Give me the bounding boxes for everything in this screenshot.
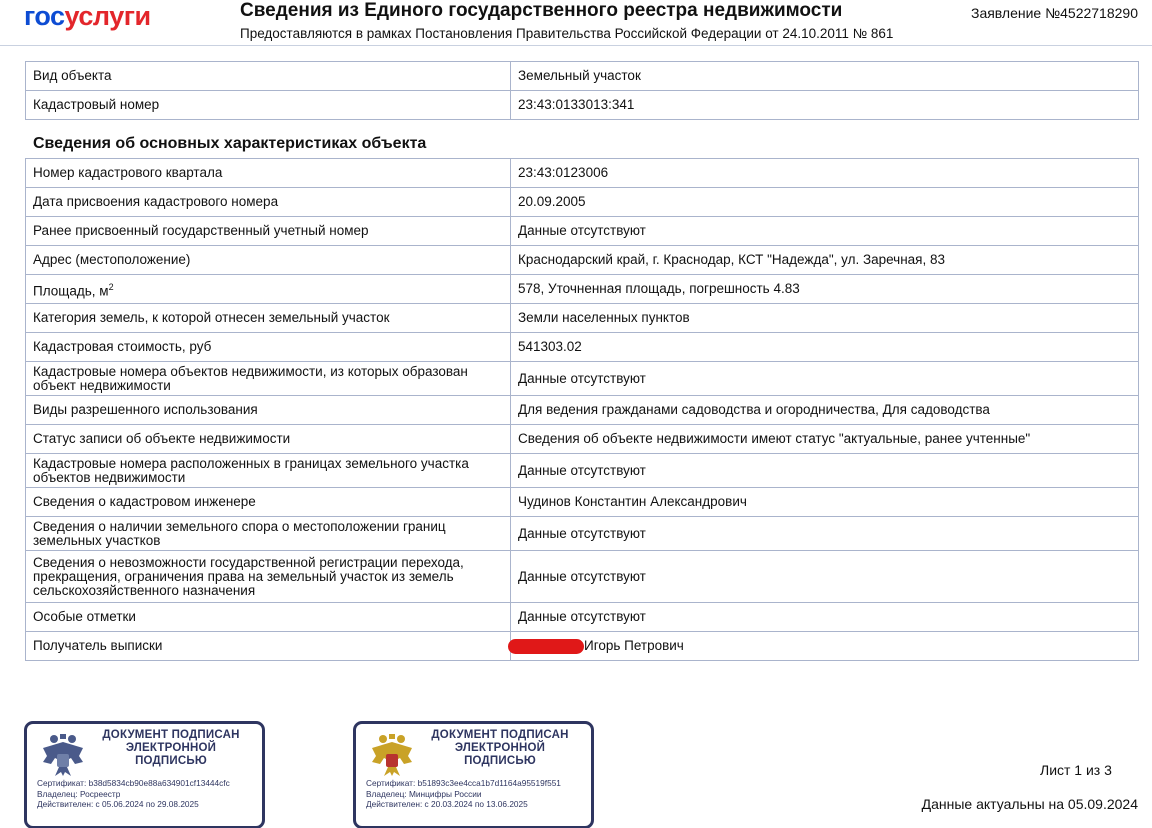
gosuslugi-logo: госуслуги: [24, 1, 151, 31]
table-row: [26, 454, 1139, 488]
redaction-mark: [508, 639, 584, 654]
table-row: [26, 632, 1139, 661]
table-row: [26, 246, 1139, 275]
application-number: Заявление №4522718290: [970, 5, 1138, 21]
row-label: Особые отметки: [26, 603, 511, 632]
table-row: [26, 488, 1139, 517]
object-summary-table: [25, 61, 1139, 120]
table-row: [26, 425, 1139, 454]
row-value: Чудинов Константин Александрович: [511, 488, 1139, 517]
eagle-emblem-icon: [370, 732, 414, 778]
table-row: [26, 396, 1139, 425]
row-value: Данные отсутствуют: [511, 217, 1139, 246]
row-label: Кадастровые номера объектов недвижимости, из которых образован объект недвижимости: [26, 362, 511, 396]
table-row: [26, 275, 1139, 304]
table-row: [26, 304, 1139, 333]
row-value: 23:43:0133013:341: [511, 91, 1139, 120]
row-label: Получатель выписки: [26, 632, 511, 661]
row-value: Данные отсутствуют: [511, 551, 1139, 603]
table-row: [26, 333, 1139, 362]
row-value: Данные отсутствуют: [511, 454, 1139, 488]
table-row: [26, 603, 1139, 632]
table-row: [26, 159, 1139, 188]
row-value: 20.09.2005: [511, 188, 1139, 217]
actuality-date: Данные актуальны на 05.09.2024: [921, 796, 1138, 812]
table-row: [26, 362, 1139, 396]
row-value: 541303.02: [511, 333, 1139, 362]
row-value: Земельный участок: [511, 62, 1139, 91]
stamp-validity: Действителен: с 05.06.2024 по 29.08.2025: [37, 799, 199, 809]
stamp-certificate: Сертификат: b38d5834cb90e88a634901cf13444cfc: [37, 778, 230, 788]
row-label: Виды разрешенного использования: [26, 396, 511, 425]
stamp-owner: Владелец: Росреестр: [37, 788, 121, 799]
stamp-owner: Владелец: Минцифры России: [366, 788, 482, 799]
page-counter: Лист 1 из 3: [1040, 762, 1112, 778]
row-label: Сведения о кадастровом инженере: [26, 488, 511, 517]
table-row: [26, 517, 1139, 551]
signature-stamp-rosreestr: [24, 721, 265, 828]
document-subtitle: Предоставляются в рамках Постановления Правительства Российской Федерации от 24.10.2011 № 861: [240, 26, 894, 41]
stamp-details: [366, 778, 561, 810]
stamp-validity: Действителен: с 20.03.2024 по 13.06.2025: [366, 799, 528, 809]
row-value: [511, 632, 1139, 661]
table-row: [26, 62, 1139, 91]
recipient-name: Игорь Петрович: [584, 637, 684, 653]
row-label: Кадастровые номера расположенных в границах земельного участка объектов недвижимости: [26, 454, 511, 488]
signature-stamp-mintsifry: [353, 721, 594, 828]
row-label: Статус записи об объекте недвижимости: [26, 425, 511, 454]
row-label: Ранее присвоенный государственный учетный номер: [26, 217, 511, 246]
stamp-title: ДОКУМЕНТ ПОДПИСАН ЭЛЕКТРОННОЙ ПОДПИСЬЮ: [431, 729, 569, 767]
table-row: [26, 91, 1139, 120]
eagle-emblem-icon: [41, 732, 85, 778]
stamp-certificate: Сертификат: b51893c3ee4cca1b7d1164a95519f551: [366, 778, 561, 788]
document-header: [0, 0, 1152, 46]
row-label: Категория земель, к которой отнесен земельный участок: [26, 304, 511, 333]
stamp-details: [37, 778, 230, 810]
table-row: [26, 217, 1139, 246]
row-value: 23:43:0123006: [511, 159, 1139, 188]
row-value: Для ведения гражданами садоводства и огородничества, Для садоводства: [511, 396, 1139, 425]
table-row: [26, 551, 1139, 603]
row-label: [26, 275, 511, 304]
row-value: Краснодарский край, г. Краснодар, КСТ "Надежда", ул. Заречная, 83: [511, 246, 1139, 275]
stamp-title: ДОКУМЕНТ ПОДПИСАН ЭЛЕКТРОННОЙ ПОДПИСЬЮ: [102, 729, 240, 767]
row-value: 578, Уточненная площадь, погрешность 4.83: [511, 275, 1139, 304]
row-label: Дата присвоения кадастрового номера: [26, 188, 511, 217]
document-title: Сведения из Единого государственного реестра недвижимости: [240, 0, 843, 21]
section-title: Сведения об основных характеристиках объекта: [33, 135, 427, 152]
row-value: Земли населенных пунктов: [511, 304, 1139, 333]
area-label-text: Площадь, м: [33, 283, 109, 299]
characteristics-table: [25, 158, 1139, 661]
table-row: [26, 188, 1139, 217]
row-label: Кадастровая стоимость, руб: [26, 333, 511, 362]
row-label: Сведения о наличии земельного спора о местоположении границ земельных участков: [26, 517, 511, 551]
row-label: Сведения о невозможности государственной регистрации перехода, прекращения, ограничения права на земельный участок из земель сельскохозяйственного назначения: [26, 551, 511, 603]
row-value: Данные отсутствуют: [511, 517, 1139, 551]
row-value: Данные отсутствуют: [511, 362, 1139, 396]
row-label: Адрес (местоположение): [26, 246, 511, 275]
row-value: Сведения об объекте недвижимости имеют статус "актуальные, ранее учтенные": [511, 425, 1139, 454]
area-unit-superscript: 2: [108, 281, 114, 292]
row-label: Кадастровый номер: [26, 91, 511, 120]
row-value: Данные отсутствуют: [511, 603, 1139, 632]
row-label: Номер кадастрового квартала: [26, 159, 511, 188]
row-label: Вид объекта: [26, 62, 511, 91]
